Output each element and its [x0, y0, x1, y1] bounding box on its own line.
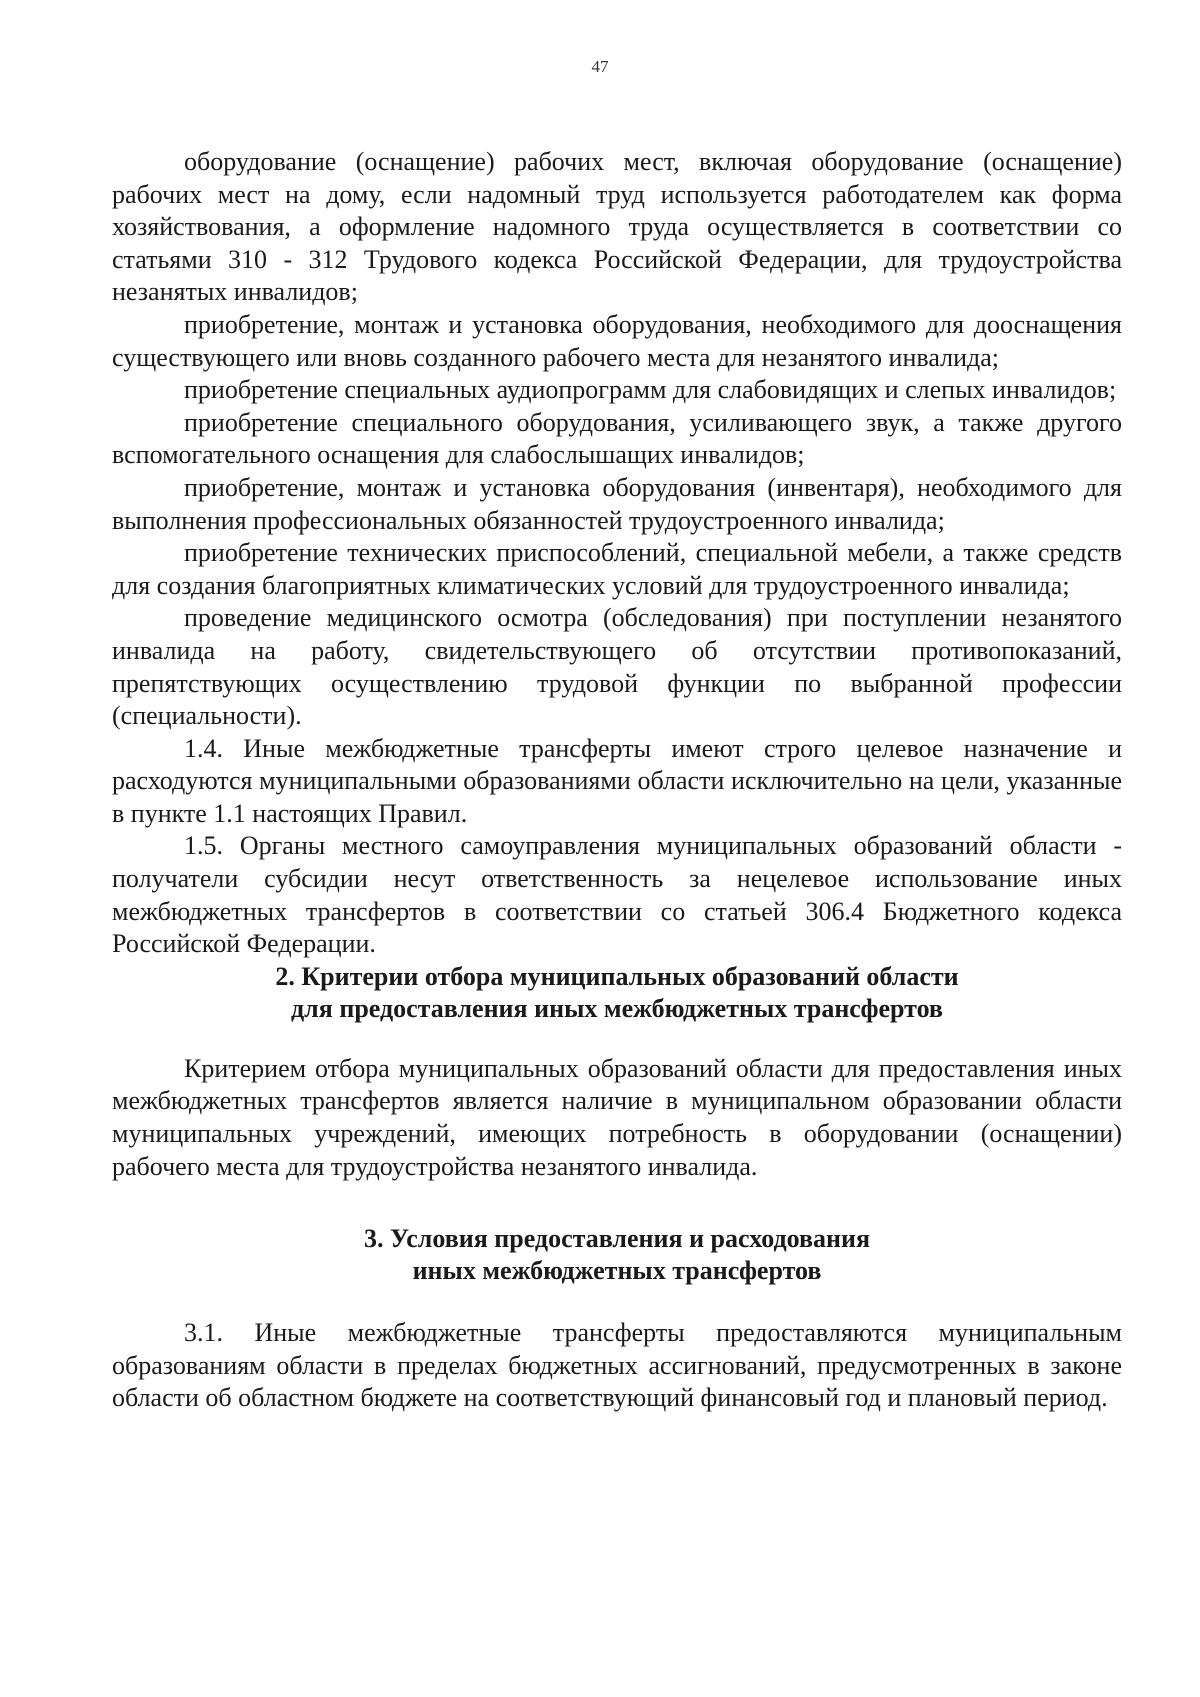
- section-3-heading: [112, 1223, 1122, 1287]
- paragraph-1-5: 1.5. Органы местного самоуправления муниципальных образований области - получатели субсидии несут ответственность за нецелевое использование иных межбюджетных трансфертов в соответствии со статьей 306.4 Бюджетного кодекса Российской Федерации.: [112, 831, 1122, 959]
- page-number: 47: [591, 57, 609, 76]
- section-2-heading: [112, 961, 1122, 1025]
- paragraph-equipment-workplaces: оборудование (оснащение) рабочих мест, включая оборудование (оснащение) рабочих мест на дому, если надомный труд используется работодателем как форма хозяйствования, а оформление надомного труда осуществляется в соответствии со статьями 310 - 312 Трудового кодекса Российской Федерации, для трудоустройства незанятых инвалидов;: [112, 147, 1122, 307]
- paragraph-1-4: 1.4. Иные межбюджетные трансферты имеют строго целевое назначение и расходуются муниципальными образованиями области исключительно на цели, указанные в пункте 1.1 настоящих Правил.: [112, 733, 1122, 828]
- paragraph-selection-criterion: Критерием отбора муниципальных образований области для предоставления иных межбюджетных трансфертов является наличие в муниципальном образовании области муниципальных учреждений, имеющих потребность в оборудовании (оснащении) рабочего места для трудоустройства незанятого инвалида.: [112, 1053, 1122, 1181]
- paragraph-medical-exam: проведение медицинского осмотра (обследования) при поступлении незанятого инвалида на работу, свидетельствующего об отсутствии противопоказаний, препятствующих осуществлению трудовой функции по выбранной профессии (специальности).: [112, 603, 1122, 731]
- section-3-heading-line-2: иных межбюджетных трансфертов: [412, 1256, 822, 1286]
- section-2-heading-line-1: 2. Критерии отбора муниципальных образований области: [275, 961, 959, 991]
- section-2-heading-line-2: для предоставления иных межбюджетных трансфертов: [291, 993, 943, 1023]
- paragraph-technical-devices: приобретение технических приспособлений, специальной мебели, а также средств для создания благоприятных климатических условий для трудоустроенного инвалида;: [112, 538, 1122, 600]
- paragraph-audio-programs: приобретение специальных аудиопрограмм для слабовидящих и слепых инвалидов;: [184, 375, 1117, 405]
- paragraph-equipment-installation: приобретение, монтаж и установка оборудования, необходимого для дооснащения существующего или вновь созданного рабочего места для незанятого инвалида;: [112, 309, 1122, 372]
- paragraph-inventory-installation: приобретение, монтаж и установка оборудования (инвентаря), необходимого для выполнения профессиональных обязанностей трудоустроенного инвалида;: [112, 472, 1122, 535]
- section-3-heading-line-1: 3. Условия предоставления и расходования: [363, 1224, 871, 1254]
- paragraph-3-1: 3.1. Иные межбюджетные трансферты предоставляются муниципальным образованиям области в пределах бюджетных ассигнований, предусмотренных в законе области об областном бюджете на соответствующий финансовый год и плановый период.: [112, 1318, 1122, 1413]
- paragraph-sound-equipment: приобретение специального оборудования, усиливающего звук, а также другого вспомогательного оснащения для слабослышащих инвалидов;: [112, 407, 1122, 470]
- document-body: [112, 146, 1122, 1415]
